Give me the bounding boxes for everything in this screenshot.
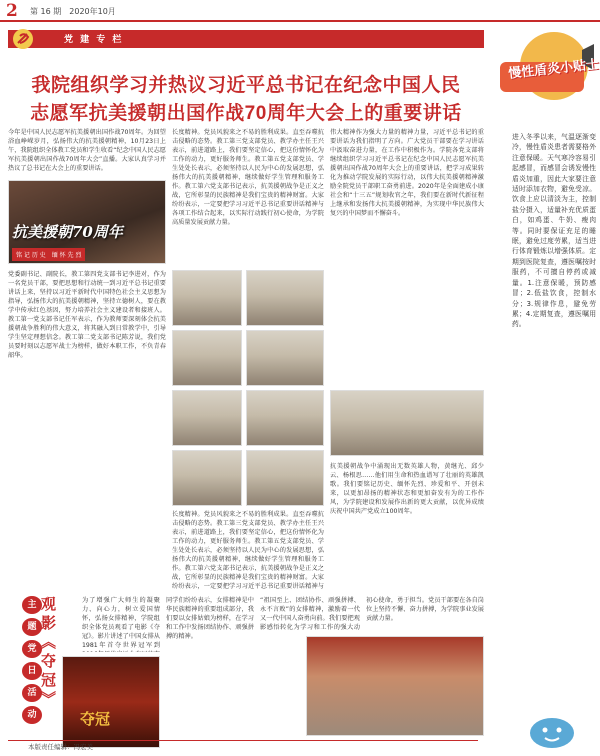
- theme-char: 日: [22, 662, 42, 680]
- footer-editor: 本版责任编辑：冯宏美: [28, 743, 93, 751]
- group-photo: [306, 636, 484, 736]
- page-number: 2: [6, 1, 18, 21]
- meeting-photo-4: [246, 330, 324, 386]
- article-title-line2: 志愿军抗美援朝出国作战70周年大会上的重要讲话: [30, 103, 462, 124]
- theme-char: 活: [22, 684, 42, 702]
- article-col2: 长度精神。党员风貌来之不易的胜利成果。直至吞噬抗击侵略的态势。教工第三党支部党员、教学办主任王兴表示，前进道路上，我们要坚定信心，把这份情怀化为工作的动力，更好服务师生。教工第五党支部党员、学生处处长表示，必须坚持以人民为中心的发展思想，弘扬伟大的抗美援朝精神，继续做好学生管理和服务工作。教工第六党支部书记表示，抗美援朝战争是正义之战，它所彰显的民族精神是我们宝贵的精神财富。大家纷纷表示，一定要把学习习近平总书记重要讲话精神与各项工作结合起来，以实际行动践行初心使命，为学院高质量发展贡献力量。: [172, 129, 324, 226]
- article-col3-top: 伟大精神作为强大力量的精神力量，习近平总书记的重要讲话为我们指明了方向。广大党员干部要在学习讲话中汲取奋进力量，在工作中积极作为。学院各党支部将继续组织学习习近平总书记在纪念中国人民志愿军抗美援朝出国作战70周年大会上的重要讲话，把学习成果转化为推动学院发展的实际行动，以伟大抗美援朝精神激励全院党员干部职工奋勇前进。2020年是全面建成小康社会和“十三五”规划收官之年，我们要在新时代新征程上继承和发扬伟大抗美援朝精神，为实现中华民族伟大复兴的中国梦而不懈奋斗。: [330, 129, 484, 217]
- theme-char: 主: [22, 596, 42, 614]
- party-emblem-icon: [12, 28, 34, 54]
- sidebar-text: 进入冬季以来，气温逐渐变冷，慢性盾炎患者需要格外注意保暖。天气寒冷容易引起感冒，而感冒会诱发慢性盾炎加重，因此大家要注意适时添加衣物，避免受凉。饮食上应以清淡为主，控制盐分摄入，适量补充优质蛋白，如鸡蛋、牛奶、瘦肉等。同时要保证充足的睡眠，避免过度劳累，适当进行体育锻炼以增强体质。定期到医院复查，遵医嘱按时服药，不可擅自停药或减量。1.注意保暖，预防感冒；2.低盐饮食，控制水分；3.规律作息，避免劳累；4.定期复查，遵医嘱用药。: [512, 133, 596, 329]
- meeting-photo-5: [172, 390, 242, 446]
- meeting-photo-1: [172, 270, 242, 326]
- article-col3-bottom: 抗美援朝战争中涌现出无数英雄人物，黄继光、邱少云、杨根思……他们用生命和热血谱写了壮丽的英雄凯歌。我们要铭记历史、缅怀先烈、珍爱和平、开创未来，以更加昂扬的精神状态和更加奋发有为的工作作风，为学院建设和发展作出新的更大贡献，以优异成绩庆祝中国共产党成立100周年。: [330, 463, 484, 515]
- movie-poster-title: 夺冠: [80, 710, 111, 728]
- meeting-photo-3: [172, 330, 242, 386]
- footer-divider: [8, 740, 478, 741]
- article-col1-top: 今年是中国人民志愿军抗美援朝出国作战70周年。为回望浴血峥嵘岁月，弘扬伟大的抗美援朝精神，10月23日上午，我院组织全体教工党员和学生收看“纪念中国人民志愿军抗美援朝出国作战70周年大会”直播。大家认真学习并热议了总书记在大会上的重要讲话。: [8, 129, 166, 172]
- movie-heading: 观影《夺冠》: [39, 596, 57, 710]
- meeting-photo-9: [330, 390, 484, 456]
- meeting-photo-8: [246, 450, 324, 506]
- sidebar-title: 慢性盾炎小贴士: [507, 57, 600, 82]
- theme-party-day-label: [8, 596, 38, 736]
- movie-col2: 同学们纷纷表示，女排精神是中华民族精神的重要组成部分，我们要以女排姑娘为榜样，在学习和工作中发扬团结协作、顽强拼搏的精神。: [166, 597, 254, 640]
- article-title-line1: 我院组织学习并热议习近平总书记在纪念中国人民: [31, 75, 461, 96]
- meeting-photo-6: [246, 390, 324, 446]
- issue-info: 第 16 期 2020年10月: [30, 7, 116, 16]
- meeting-photo-2: [246, 270, 324, 326]
- movie-col4: 初心使命，勇于担当。党员干部要在各自岗位上坚持不懈、奋力拼搏，为学院事业发展贡献力量。: [366, 597, 484, 622]
- poster-title: 抗美援朝70周年: [12, 223, 123, 241]
- theme-char: 题: [22, 618, 42, 636]
- theme-char: 动: [22, 706, 42, 724]
- meeting-photo-7: [172, 450, 242, 506]
- movie-col1: 为了增强广大师生的凝聚力、向心力，树立爱国情怀，弘扬女排精神，学院组织全体党员观看了电影《夺冠》。影片讲述了中国女排从1981年首夺世界冠军到: [82, 597, 160, 649]
- column-label: 党 建 专 栏: [64, 35, 124, 45]
- poster-subtitle: 铭 记 历 史 缅 怀 先 烈: [12, 248, 85, 261]
- movie-poster: [62, 656, 160, 748]
- article-col1-bottom: 党委副书记、副院长，教工第四党支部书记李进对，作为一名党员干部，要把思想和行动统一到习近平总书记重要讲话上来，坚持以习近平新时代中国特色社会主义思想为指导，弘扬伟大的抗美援朝精神，坚持立德树人，要在教学中传承红色基因，努力培养社会主义建设者和接班人。教工第一党支部书记任军表示，作为教师要深刻体会抗美援朝战争胜利的伟大意义，将其融入到日常教学中，引导学生坚定理想信念。教工第二党支部书记陈芳说，我们党员要时刻以志愿军战士为榜样，做好本职工作，不负青春韶华。: [8, 271, 166, 359]
- movie-col3: “祖国至上、团结协作、顽强拼搏、永不言败”的女排精神，激励着一代又一代中国人奋勇向前。我们要把观影感悟转化为学习和工作的强大动: [260, 597, 360, 631]
- theme-char: 党: [22, 640, 42, 658]
- article-col2-bottom: 长度精神。党员风貌来之不易的胜利成果。直至吞噬抗击侵略的态势。教工第三党支部党员、教学办主任王兴表示，前进道路上，我们要坚定信心，把这份情怀化为工作的动力，更好服务师生。教工第五党支部党员、学生处处长表示，必须坚持以人民为中心的发展思想，弘扬伟大的抗美援朝精神，继续做好学生管理和服务工作。教工第六党支部书记表示，抗美援朝战争是正义之战，它所彰显的民族精神是我们宝贵的精神财富。大家纷纷表示，一定要把学习习近平总书记重要讲话精神与: [172, 511, 324, 590]
- kidney-mascot-icon: [528, 716, 576, 754]
